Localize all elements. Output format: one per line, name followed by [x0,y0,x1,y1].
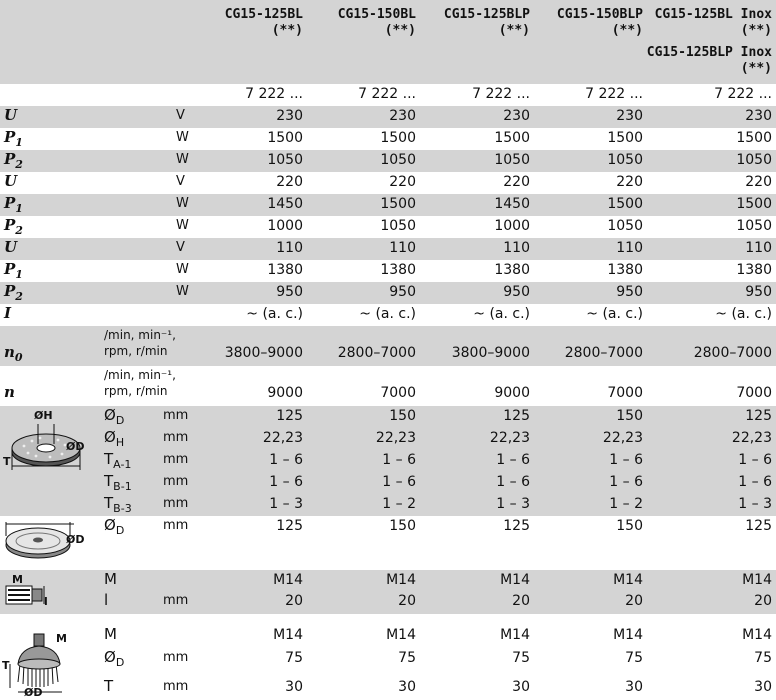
value-cell: 1500 [380,130,416,146]
value-cell: 950 [616,284,643,300]
value-cell: 110 [745,240,772,256]
value-cell: 230 [276,108,303,124]
column-model: CG15-125BLP [443,7,530,22]
value-cell: 220 [616,174,643,190]
unit-label: W [176,196,189,211]
accessory-parameter [104,430,124,448]
unit-label: mm [163,430,189,445]
value-cell: 110 [389,240,416,256]
value-cell: 950 [503,284,530,300]
parameter-subscript: B-3 [113,502,132,515]
value-cell: 1050 [380,218,416,234]
value-cell: 230 [503,108,530,124]
symbol-letter: n [4,383,15,401]
unit-label: mm [163,496,189,511]
value-cell: 20 [285,593,303,609]
value-cell: 220 [745,174,772,190]
value-cell: M14 [613,627,643,643]
value-cell: 7000 [380,385,416,401]
value-cell: 125 [503,408,530,424]
value-cell: 125 [503,518,530,534]
value-cell: 1 – 6 [496,452,530,468]
symbol-letter: U [4,172,18,190]
parameter-letter: Ø [104,406,116,424]
accessory-parameter [104,518,124,536]
value-cell: 1000 [267,218,303,234]
symbol-letter: P [4,282,16,300]
symbol-subscript: 2 [15,158,23,171]
parameter-letter: M [104,625,117,643]
value-cell: 1 – 6 [738,474,772,490]
value-cell: 1500 [607,196,643,212]
parameter-symbol [4,240,17,255]
value-cell: 3800–9000 [224,345,303,361]
value-cell: 20 [398,593,416,609]
value-cell: 1450 [494,196,530,212]
symbol-letter: U [4,238,18,256]
value-cell: 30 [754,679,772,695]
pad-d-label: ØD [66,533,85,546]
value-cell: 20 [754,593,772,609]
article-number: 7 222 ... [472,86,530,102]
value-cell: 1050 [736,152,772,168]
value-cell: 1 – 6 [609,452,643,468]
value-cell: 1380 [607,262,643,278]
value-cell: 75 [398,650,416,666]
value-cell: ~ (a. c.) [715,306,772,322]
column-note: (**) [384,23,416,38]
symbol-subscript: 0 [14,351,23,364]
value-cell: 75 [512,650,530,666]
value-cell: M14 [273,627,303,643]
unit-label: rpm, r/min [104,344,168,358]
column-note: (**) [498,23,530,38]
value-cell: M14 [613,572,643,588]
symbol-letter: U [4,106,18,124]
unit-label: W [176,130,189,145]
value-cell: M14 [386,572,416,588]
value-cell: 9000 [494,385,530,401]
parameter-symbol [4,262,23,280]
value-cell: 150 [616,408,643,424]
parameter-subscript: D [115,414,125,427]
value-cell: 110 [616,240,643,256]
parameter-symbol [4,306,11,321]
disc-h-label: ØH [34,409,53,422]
article-number: 7 222 ... [358,86,416,102]
value-cell: 950 [389,284,416,300]
symbol-letter: P [4,128,16,146]
value-cell: 950 [276,284,303,300]
value-cell: 1050 [267,152,303,168]
article-number: 7 222 ... [245,86,303,102]
parameter-subscript: D [115,656,125,669]
value-cell: 2800–7000 [564,345,643,361]
value-cell: ~ (a. c.) [359,306,416,322]
unit-label: mm [163,679,189,694]
unit-label: W [176,262,189,277]
value-cell: 22,23 [602,430,643,446]
value-cell: 220 [503,174,530,190]
value-cell: 1 – 6 [496,474,530,490]
column-model: CG15-150BLP [556,7,643,22]
value-cell: 1500 [736,196,772,212]
value-cell: 125 [745,408,772,424]
value-cell: 22,23 [262,430,303,446]
spindle-m-label: M [12,573,23,586]
value-cell: 22,23 [731,430,772,446]
value-cell: 9000 [267,385,303,401]
value-cell: M14 [742,627,772,643]
value-cell: 30 [625,679,643,695]
value-cell: M14 [500,627,530,643]
value-cell: 125 [276,518,303,534]
value-cell: 1000 [494,218,530,234]
symbol-letter: P [4,216,16,234]
value-cell: M14 [500,572,530,588]
symbol-subscript: 1 [15,268,23,281]
value-cell: 3800–9000 [451,345,530,361]
value-cell: ~ (a. c.) [246,306,303,322]
column-note: (**) [740,23,772,38]
value-cell: ~ (a. c.) [473,306,530,322]
value-cell: 110 [503,240,530,256]
value-cell: M14 [273,572,303,588]
value-cell: 2800–7000 [337,345,416,361]
value-cell: 150 [389,518,416,534]
accessory-parameter [104,679,113,694]
value-cell: 150 [616,518,643,534]
value-cell: M14 [386,627,416,643]
column-note: (**) [271,23,303,38]
value-cell: 30 [285,679,303,695]
parameter-symbol [4,130,23,148]
value-cell: 7000 [736,385,772,401]
value-cell: 30 [512,679,530,695]
value-cell: 110 [276,240,303,256]
disc-t-label: T [3,455,11,468]
unit-label: mm [163,452,189,467]
value-cell: 125 [745,518,772,534]
disc-d-label: ØD [66,440,85,453]
value-cell: 75 [754,650,772,666]
value-cell: 22,23 [375,430,416,446]
parameter-letter: T [104,472,114,490]
value-cell: 1050 [607,152,643,168]
article-number: 7 222 ... [585,86,643,102]
parameter-letter: T [104,677,114,695]
unit-label: rpm, r/min [104,384,168,398]
accessory-parameter [104,452,131,470]
value-cell: 75 [285,650,303,666]
symbol-letter: P [4,194,16,212]
parameter-symbol [4,385,15,400]
parameter-letter: T [104,494,114,512]
column-note: (**) [611,23,643,38]
value-cell: 1380 [380,262,416,278]
unit-label: mm [163,650,189,665]
value-cell: 1 – 2 [382,496,416,512]
article-number: 7 222 ... [714,86,772,102]
accessory-parameter [104,496,132,514]
parameter-letter: Ø [104,428,116,446]
unit-label: V [176,108,185,123]
unit-label: W [176,218,189,233]
value-cell: 1500 [607,130,643,146]
unit-label: /min, min⁻¹, [104,368,176,382]
column-model: CG15-125BL Inox [654,7,772,22]
parameter-letter: l [104,591,109,609]
value-cell: 1050 [494,152,530,168]
value-cell: 22,23 [489,430,530,446]
unit-label: mm [163,593,189,608]
parameter-letter: Ø [104,516,116,534]
value-cell: 220 [276,174,303,190]
value-cell: 20 [625,593,643,609]
value-cell: 2800–7000 [693,345,772,361]
value-cell: 20 [512,593,530,609]
column-model-2: CG15-125BLP Inox [646,45,772,60]
unit-label: V [176,240,185,255]
brush-m-label: M [56,632,67,645]
value-cell: 125 [276,408,303,424]
value-cell: 1 – 3 [269,496,303,512]
unit-label: W [176,152,189,167]
parameter-symbol [4,152,23,170]
column-note-2: (**) [740,61,772,76]
value-cell: 230 [616,108,643,124]
accessory-parameter [104,408,124,426]
value-cell: 950 [745,284,772,300]
parameter-subscript: H [115,436,125,449]
unit-label: /min, min⁻¹, [104,328,176,342]
symbol-letter: P [4,150,16,168]
value-cell: 1450 [267,196,303,212]
value-cell: 1 – 2 [609,496,643,512]
value-cell: M14 [742,572,772,588]
value-cell: 7000 [607,385,643,401]
parameter-symbol [4,345,23,363]
parameter-symbol [4,108,17,123]
parameter-symbol [4,174,17,189]
column-model: CG15-125BL [224,7,303,22]
value-cell: 1500 [380,196,416,212]
brush-t-label: T [2,659,10,672]
value-cell: 1 – 6 [609,474,643,490]
value-cell: 1380 [736,262,772,278]
value-cell: 150 [389,408,416,424]
value-cell: 1050 [607,218,643,234]
value-cell: 1 – 3 [496,496,530,512]
symbol-letter: n [4,343,15,361]
unit-label: mm [163,518,189,533]
value-cell: 220 [389,174,416,190]
value-cell: 30 [398,679,416,695]
value-cell: 1500 [267,130,303,146]
brush-d-label: ØD [24,686,43,699]
value-cell: 230 [389,108,416,124]
value-cell: 1380 [494,262,530,278]
value-cell: 1 – 6 [269,452,303,468]
parameter-subscript: A-1 [113,458,132,471]
value-cell: 1050 [736,218,772,234]
symbol-subscript: 1 [15,136,23,149]
accessory-parameter [104,474,132,492]
value-cell: 1 – 3 [738,496,772,512]
spindle-l-label: l [44,595,48,608]
accessory-parameter [104,650,124,668]
symbol-subscript: 1 [15,202,23,215]
value-cell: 1500 [494,130,530,146]
unit-label: W [176,284,189,299]
unit-label: mm [163,408,189,423]
accessory-parameter [104,627,117,642]
parameter-letter: M [104,570,117,588]
parameter-symbol [4,284,23,302]
value-cell: ~ (a. c.) [586,306,643,322]
parameter-letter: Ø [104,648,116,666]
parameter-symbol [4,218,23,236]
value-cell: 75 [625,650,643,666]
value-cell: 1 – 6 [382,452,416,468]
value-cell: 1 – 6 [738,452,772,468]
symbol-letter: I [4,304,12,322]
accessory-parameter [104,593,108,608]
unit-label: mm [163,474,189,489]
symbol-subscript: 2 [15,224,23,237]
value-cell: 1 – 6 [382,474,416,490]
parameter-symbol [4,196,23,214]
value-cell: 1500 [736,130,772,146]
parameter-subscript: B-1 [113,480,132,493]
parameter-subscript: D [115,524,125,537]
column-model: CG15-150BL [337,7,416,22]
symbol-subscript: 2 [15,290,23,303]
unit-label: V [176,174,185,189]
value-cell: 1380 [267,262,303,278]
value-cell: 1 – 6 [269,474,303,490]
parameter-letter: T [104,450,114,468]
symbol-letter: P [4,260,16,278]
value-cell: 230 [745,108,772,124]
accessory-parameter [104,572,117,587]
value-cell: 1050 [380,152,416,168]
